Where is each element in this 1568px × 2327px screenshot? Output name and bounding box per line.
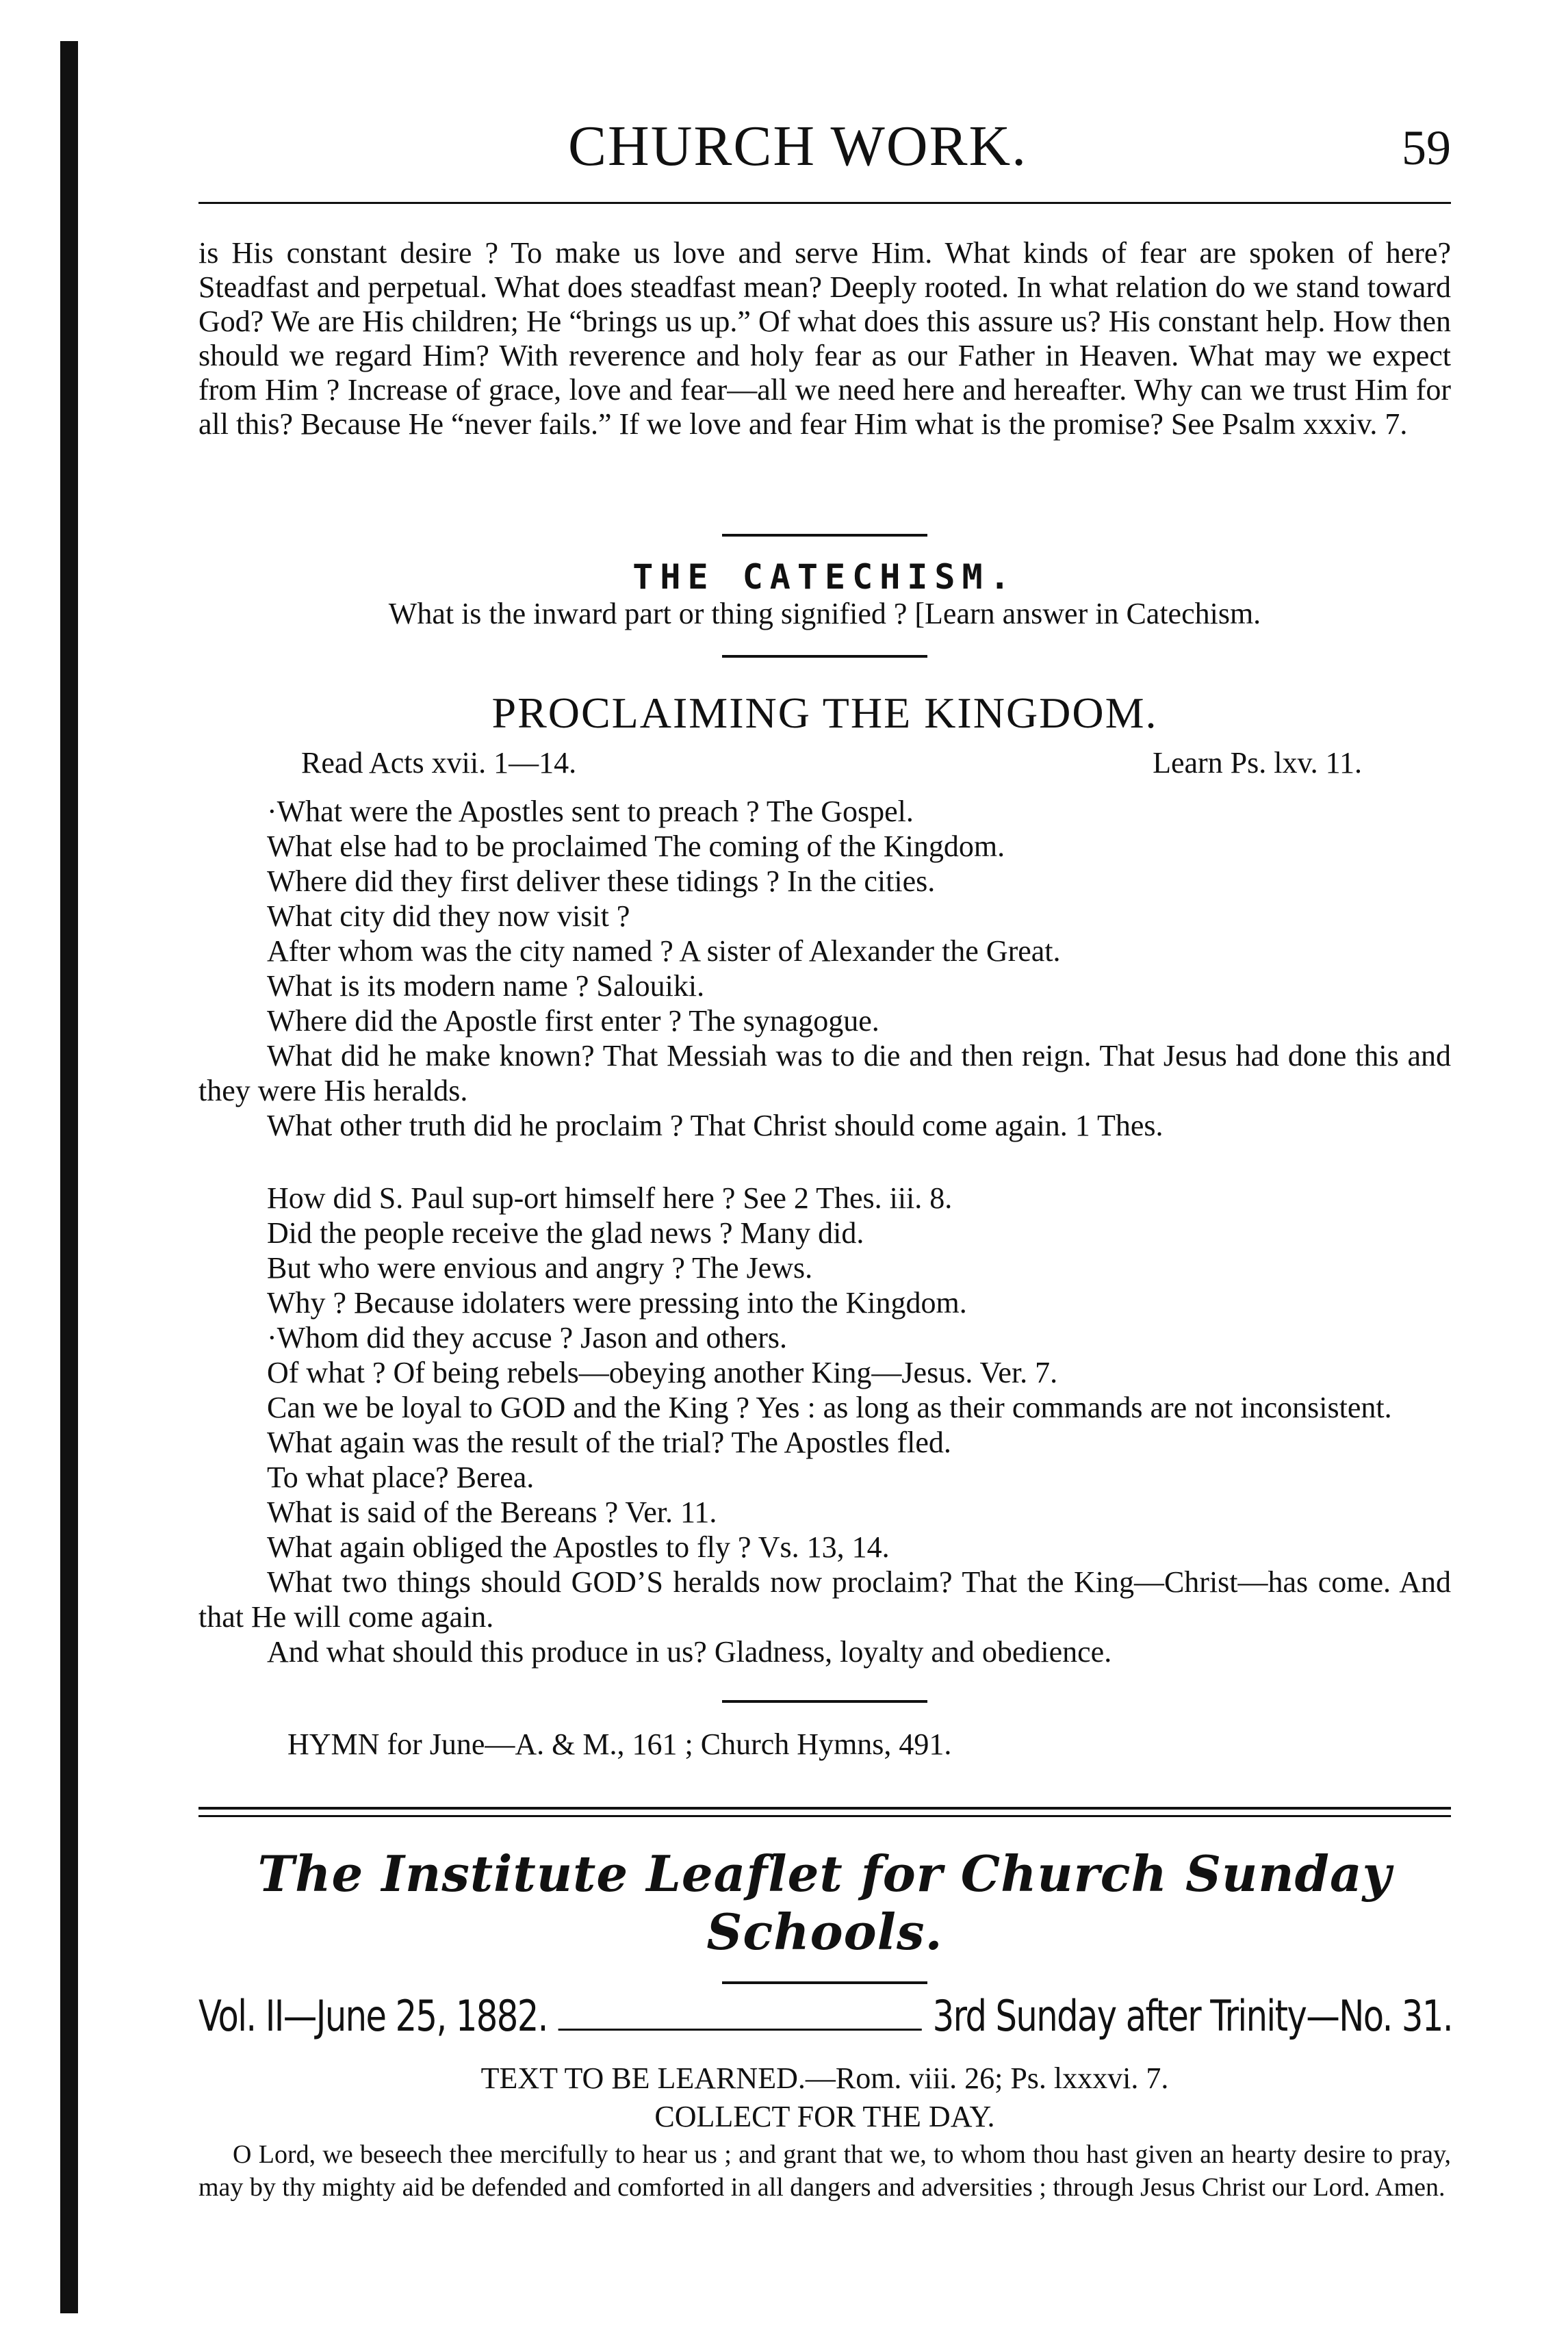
leaflet-title: The Institute Leaflet for Church Sunday Schools.	[257, 1844, 1392, 1961]
lesson-title: PROCLAIMING THE KINGDOM.	[491, 689, 1158, 737]
qa-item: What again was the result of the trial? The Apostles fled.	[267, 1426, 951, 1459]
catechism-section	[198, 534, 1451, 658]
issue-number: 3rd Sunday after Trinity—No. 31.	[932, 1991, 1452, 2041]
learn-reference: Learn Ps. lxv. 11.	[1153, 746, 1362, 780]
collect-title: COLLECT FOR THE DAY.	[654, 2100, 995, 2133]
leaflet-section	[198, 1807, 1451, 2204]
double-rule	[198, 1807, 1451, 1817]
qa-item: Where did the Apostle first enter ? The synagogue.	[267, 1004, 879, 1038]
blank-gap	[198, 1143, 1451, 1181]
qa-item: ·Whom did they accuse ? Jason and others.	[267, 1321, 787, 1354]
qa-item: And what should this produce in us? Gladness, loyalty and obedience.	[267, 1635, 1112, 1669]
qa-item: To what place? Berea.	[267, 1461, 535, 1494]
catechism-title: THE CATECHISM.	[632, 557, 1017, 597]
intro-section	[198, 236, 1451, 441]
text-label: TEXT TO BE LEARNED.	[480, 2061, 806, 2095]
catechism-question: What is the inward part or thing signified ? [Learn answer in Catechism.	[388, 597, 1261, 630]
qa-item: What again obliged the Apostles to fly ? Vs. 13, 14.	[267, 1530, 890, 1564]
qa-list	[198, 794, 1451, 1669]
qa-item: What is its modern name ? Salouiki.	[267, 969, 705, 1003]
issue-underline	[558, 2001, 922, 2031]
qa-item: After whom was the city named ? A sister of Alexander the Great.	[267, 934, 1061, 968]
section-divider	[722, 1700, 927, 1703]
page-header	[198, 113, 1451, 195]
header-rule	[198, 202, 1451, 204]
section-divider	[722, 1981, 927, 1984]
qa-item: Did the people receive the glad news ? Many did.	[267, 1216, 864, 1250]
collect-text: O Lord, we beseech thee mercifully to hear us ; and grant that we, to whom thou hast given an hearty desire to pray, may by thy mighty aid be defended and comforted in all dangers and adversities ; through Jesus Christ our Lord. Amen.	[198, 2140, 1451, 2202]
text-references: —Rom. viii. 26; Ps. lxxxvi. 7.	[805, 2061, 1169, 2095]
hymn-text: for June—A. & M., 161 ; Church Hymns, 491.	[387, 1727, 952, 1761]
qa-item: What other truth did he proclaim ? That Christ should come again. 1 Thes.	[267, 1109, 1164, 1142]
qa-item: What is said of the Bereans ? Ver. 11.	[267, 1495, 717, 1529]
read-reference: Read Acts xvii. 1—14.	[301, 746, 577, 780]
qa-item: What else had to be proclaimed The coming of the Kingdom.	[267, 830, 1005, 863]
lesson-references	[198, 745, 1451, 780]
qa-item: Of what ? Of being rebels—obeying another King—Jesus. Ver. 7.	[267, 1356, 1058, 1389]
qa-item: Can we be loyal to GOD and the King ? Yes : as long as their commands are not inconsistent.	[267, 1391, 1392, 1424]
page-number: 59	[1402, 120, 1451, 175]
text-to-learn	[198, 2061, 1451, 2096]
page-spine-bar	[60, 41, 78, 2313]
hymn-label: HYMN	[287, 1727, 380, 1761]
qa-item: What city did they now visit ?	[267, 899, 630, 933]
qa-item: Where did they first deliver these tidings ? In the cities.	[267, 864, 936, 898]
hymn-line	[198, 1727, 1451, 1762]
qa-item: But who were envious and angry ? The Jews.	[267, 1251, 813, 1285]
qa-item: What did he make known? That Messiah was to die and then reign. That Jesus had done this and they were His heralds.	[198, 1039, 1451, 1107]
section-divider	[722, 655, 927, 658]
volume-date: Vol. II—June 25, 1882.	[198, 1991, 548, 2041]
qa-item: How did S. Paul sup-ort himself here ? See 2 Thes. iii. 8.	[267, 1181, 953, 1215]
qa-item: ·What were the Apostles sent to preach ? The Gospel.	[267, 795, 914, 828]
intro-paragraph: is His constant desire ? To make us love and serve Him. What kinds of fear are spoken of here? Steadfast and perpetual. What does steadfast mean? Deeply rooted. In what relation do we stand toward God? We are His children; He “brings us up.” Of what does this assure us? His constant help. How then should we regard Him? With reverence and holy fear as our Father in Heaven. What may we expect from Him ? Increase of grace, love and fear—all we need here and hereafter. Why can we trust Him for all this? Because He “never fails.” If we love and fear Him what is the promise? See Psalm xxxiv. 7.	[198, 236, 1451, 441]
lesson-section	[198, 688, 1451, 1762]
issue-line	[198, 1991, 1452, 2041]
running-title: CHURCH WORK.	[568, 114, 1028, 178]
section-divider	[722, 534, 927, 537]
qa-item: What two things should GOD’S heralds now proclaim? That the King—Christ—has come. And that He will come again.	[198, 1565, 1451, 1634]
qa-item: Why ? Because idolaters were pressing into the Kingdom.	[267, 1286, 967, 1320]
